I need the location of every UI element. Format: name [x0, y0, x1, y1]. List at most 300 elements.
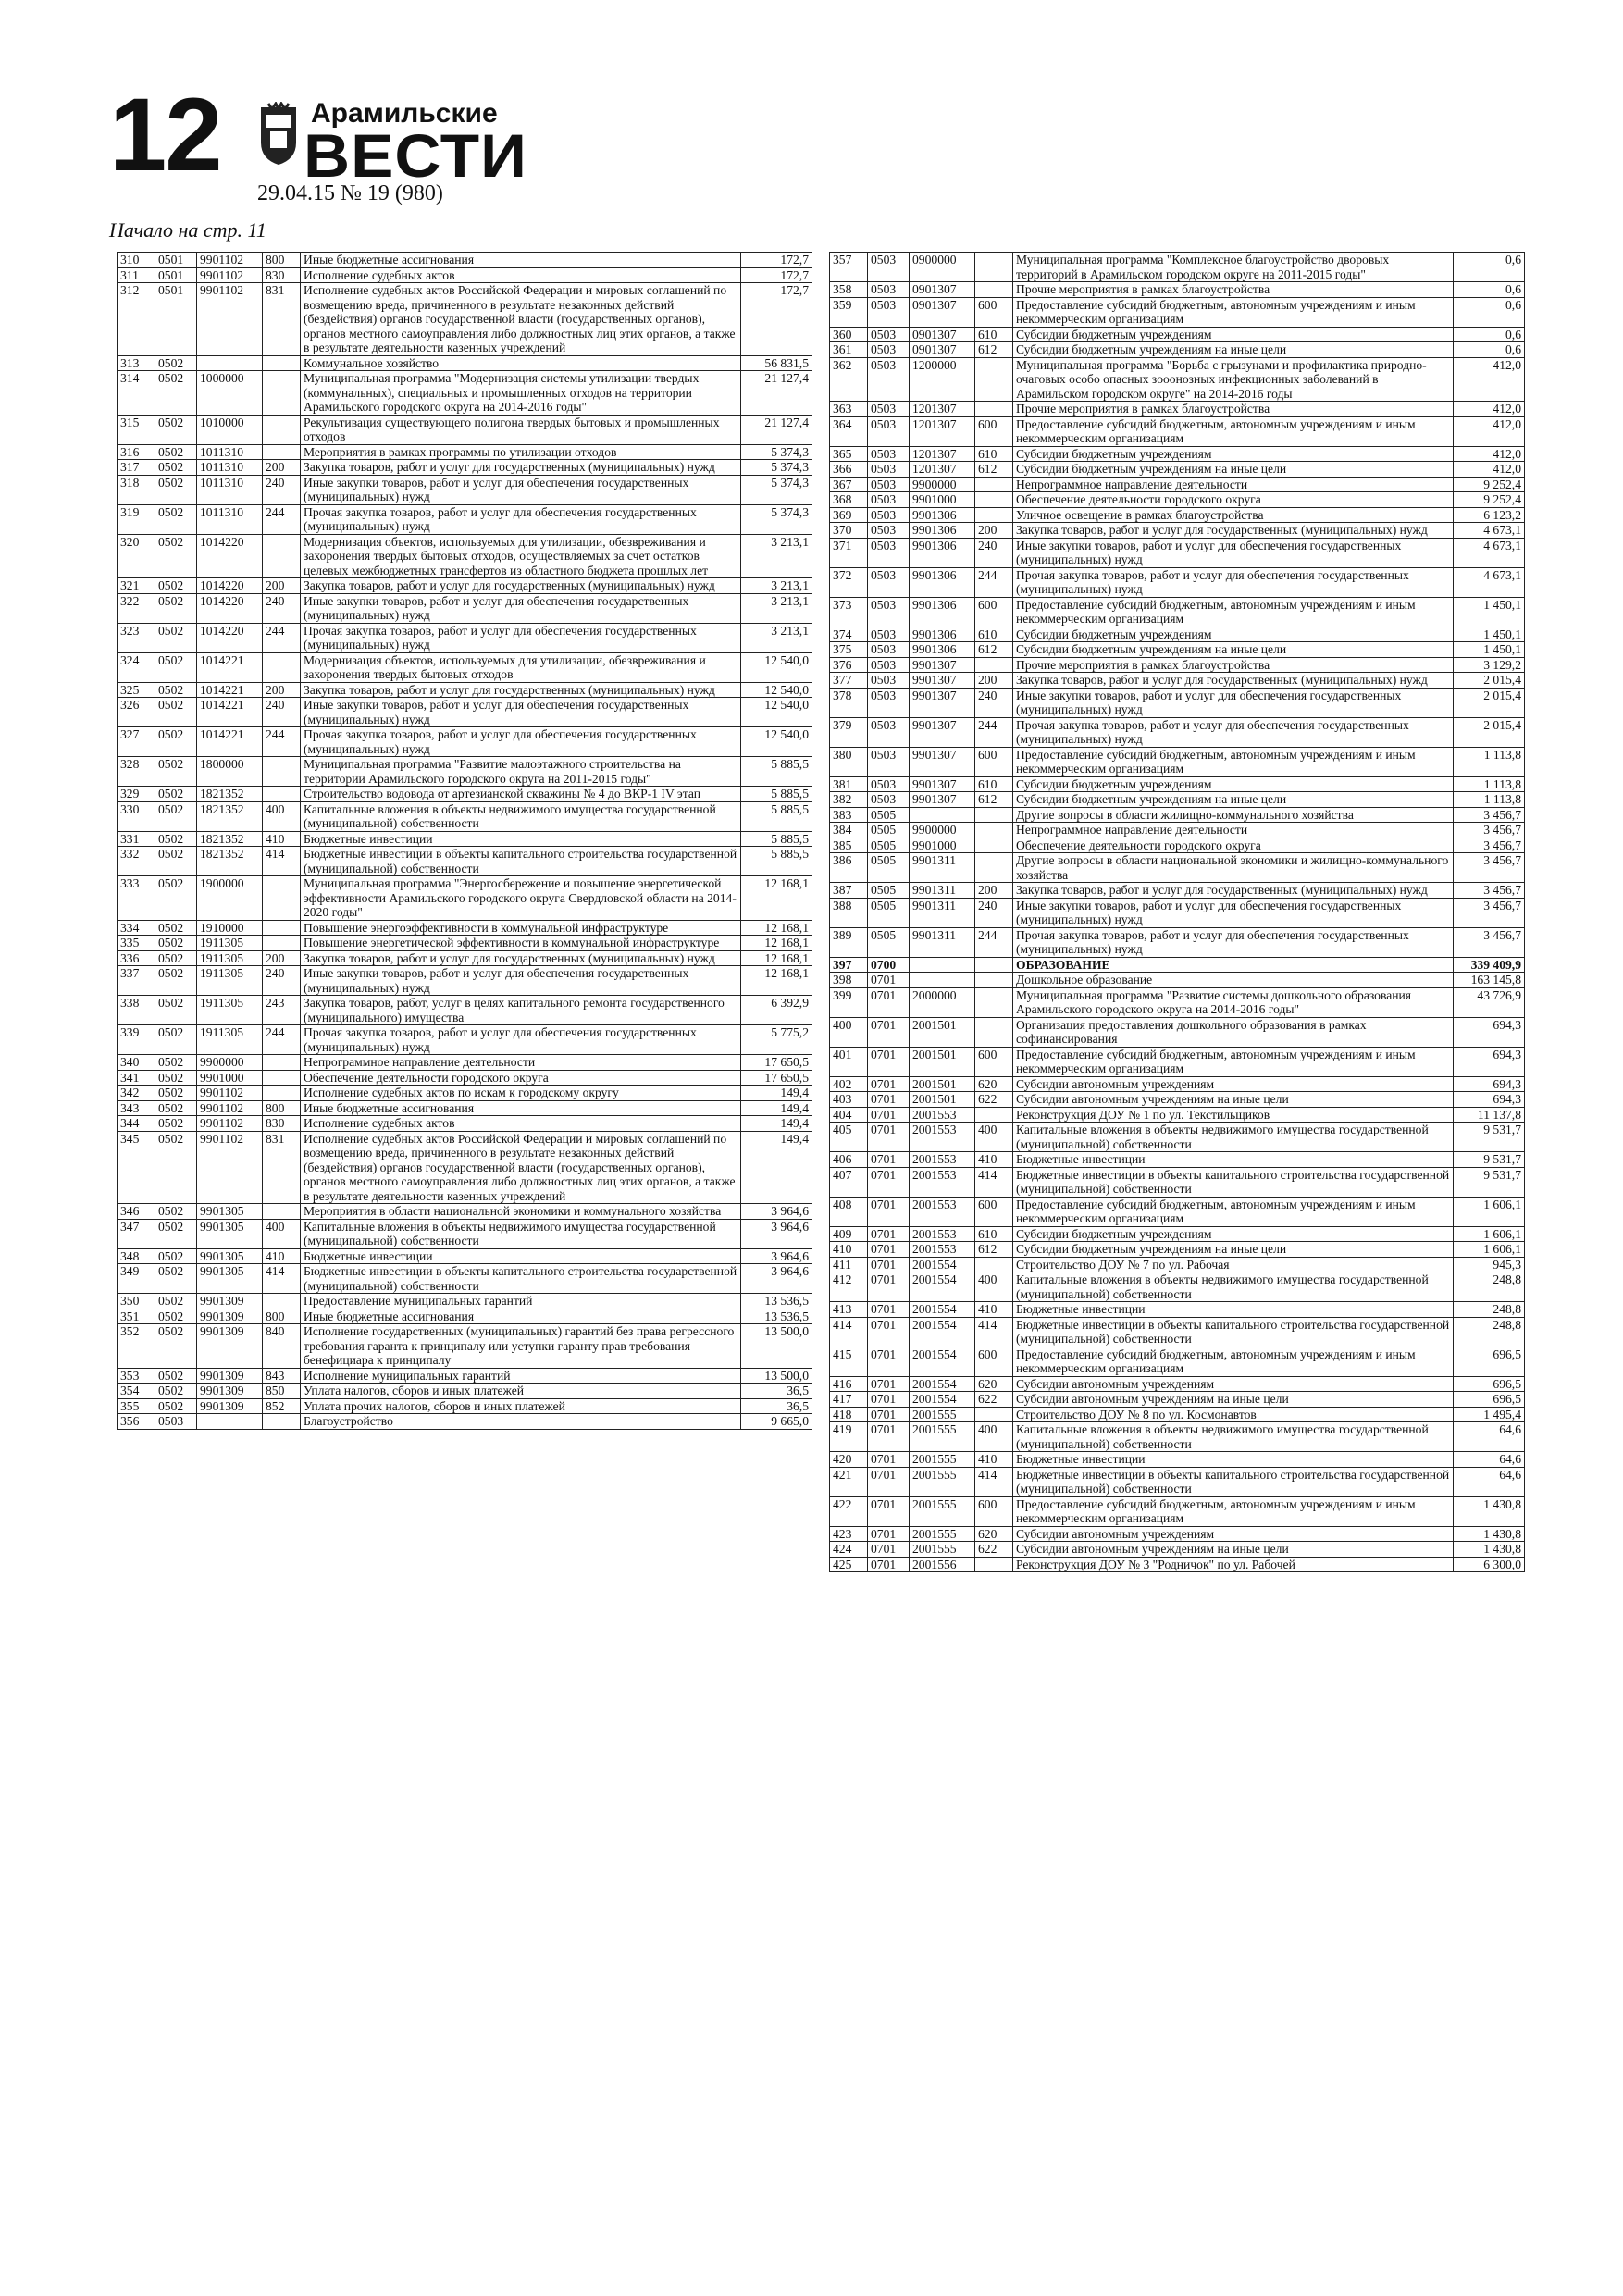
table-row [830, 1526, 1525, 1542]
section-code: 0502 [155, 504, 197, 534]
target-code: 9901000 [910, 838, 975, 853]
amount: 9 252,4 [1454, 492, 1525, 508]
target-code: 2001554 [910, 1272, 975, 1302]
table-row [118, 698, 812, 727]
row-number: 328 [118, 757, 155, 787]
expense-type-code: 240 [975, 898, 1013, 927]
row-number: 324 [118, 652, 155, 682]
amount: 1 113,8 [1454, 747, 1525, 776]
row-number: 389 [830, 927, 868, 957]
table-row [118, 593, 812, 623]
table-row [118, 652, 812, 682]
expense-type-code [263, 444, 301, 460]
item-name: Субсидии автономным учреждениям [1013, 1376, 1454, 1392]
target-code [910, 973, 975, 988]
target-code: 2001501 [910, 1017, 975, 1047]
item-name: Прочая закупка товаров, работ и услуг для обеспечения государственных (муниципальных) нужд [1013, 567, 1454, 597]
table-row [830, 838, 1525, 853]
amount: 17 650,5 [741, 1055, 812, 1071]
row-number: 400 [830, 1017, 868, 1047]
section-code: 0701 [868, 1422, 910, 1452]
target-code: 2001555 [910, 1526, 975, 1542]
item-name: Другие вопросы в области национальной экономики и жилищно-коммунального хозяйства [1013, 853, 1454, 883]
item-name: Реконструкция ДОУ № 3 "Родничок" по ул. Рабочей [1013, 1557, 1454, 1572]
amount: 0,6 [1454, 342, 1525, 358]
row-number: 385 [830, 838, 868, 853]
row-number: 343 [118, 1100, 155, 1116]
amount: 9 531,7 [1454, 1123, 1525, 1152]
target-code: 9901311 [910, 853, 975, 883]
amount: 64,6 [1454, 1422, 1525, 1452]
expense-type-code: 410 [263, 1248, 301, 1264]
amount: 11 137,8 [1454, 1107, 1525, 1123]
section-code: 0701 [868, 1197, 910, 1226]
target-code: 9901102 [197, 1116, 263, 1132]
table-row [830, 597, 1525, 627]
table-row [118, 1309, 812, 1324]
expense-type-code: 600 [975, 1347, 1013, 1376]
target-code: 9901309 [197, 1294, 263, 1309]
target-code: 9901309 [197, 1324, 263, 1369]
amount: 3 964,6 [741, 1219, 812, 1248]
item-name: Строительство водовода от артезианской скважины № 4 до ВКР-1 IV этап [301, 787, 741, 802]
expense-type-code [975, 1257, 1013, 1272]
table-row [118, 1100, 812, 1116]
expense-type-code: 612 [975, 642, 1013, 658]
page-number: 12 [109, 77, 221, 192]
section-code: 0701 [868, 1092, 910, 1108]
item-name: Непрограммное направление деятельности [301, 1055, 741, 1071]
item-name: Исполнение судебных актов [301, 1116, 741, 1132]
amount: 1 450,1 [1454, 642, 1525, 658]
expense-type-code: 200 [975, 883, 1013, 899]
section-code: 0502 [155, 371, 197, 416]
section-code: 0701 [868, 1542, 910, 1558]
budget-table-right [829, 252, 1525, 1572]
expense-type-code: 622 [975, 1092, 1013, 1108]
row-number: 377 [830, 673, 868, 689]
row-number: 373 [830, 597, 868, 627]
section-code: 0502 [155, 966, 197, 996]
expense-type-code [263, 876, 301, 921]
table-row [118, 1055, 812, 1071]
section-code: 0503 [868, 342, 910, 358]
amount: 1 113,8 [1454, 776, 1525, 792]
item-name: Модернизация объектов, используемых для утилизации, обезвреживания и захоронения твердых бытовых отходов, осуществляемых за счет остатков целевых межбюджетных трансфертов из областного бюджета прошлых лет [301, 534, 741, 578]
table-row [118, 460, 812, 476]
row-number: 331 [118, 831, 155, 847]
amount: 412,0 [1454, 402, 1525, 417]
table-row [118, 996, 812, 1025]
amount: 4 673,1 [1454, 538, 1525, 567]
item-name: Прочая закупка товаров, работ и услуг для обеспечения государственных (муниципальных) нужд [1013, 927, 1454, 957]
expense-type-code: 244 [263, 727, 301, 757]
section-code: 0503 [868, 538, 910, 567]
target-code: 2001553 [910, 1197, 975, 1226]
target-code: 1201307 [910, 402, 975, 417]
section-code: 0701 [868, 1123, 910, 1152]
target-code: 9901306 [910, 642, 975, 658]
row-number: 378 [830, 688, 868, 717]
table-row [830, 1123, 1525, 1152]
item-name: Бюджетные инвестиции [1013, 1302, 1454, 1318]
row-number: 354 [118, 1384, 155, 1399]
item-name: Повышение энергоэффективности в коммунальной инфраструктуре [301, 920, 741, 936]
row-number: 358 [830, 282, 868, 298]
target-code: 2001553 [910, 1167, 975, 1197]
expense-type-code: 612 [975, 1242, 1013, 1258]
row-number: 351 [118, 1309, 155, 1324]
row-number: 319 [118, 504, 155, 534]
table-row [118, 757, 812, 787]
table-row [830, 1226, 1525, 1242]
table-row [830, 853, 1525, 883]
section-code: 0701 [868, 1347, 910, 1376]
target-code: 2001553 [910, 1107, 975, 1123]
target-code: 1910000 [197, 920, 263, 936]
target-code: 9901000 [910, 492, 975, 508]
amount: 3 213,1 [741, 534, 812, 578]
expense-type-code [975, 1017, 1013, 1047]
table-row [830, 807, 1525, 823]
section-code: 0701 [868, 1047, 910, 1076]
amount: 694,3 [1454, 1047, 1525, 1076]
item-name: Непрограммное направление деятельности [1013, 477, 1454, 492]
expense-type-code [975, 853, 1013, 883]
row-number: 387 [830, 883, 868, 899]
item-name: Предоставление субсидий бюджетным, автономным учреждениям и иным некоммерческим организациям [1013, 1347, 1454, 1376]
item-name: Субсидии бюджетным учреждениям [1013, 776, 1454, 792]
amount: 4 673,1 [1454, 523, 1525, 539]
target-code: 9901311 [910, 927, 975, 957]
item-name: Предоставление субсидий бюджетным, автономным учреждениям и иным некоммерческим организациям [1013, 1047, 1454, 1076]
table-row [118, 787, 812, 802]
amount: 412,0 [1454, 462, 1525, 478]
item-name: Исполнение судебных актов Российской Федерации и мировых соглашений по возмещению вреда, причиненного в результате незаконных действий (бездействия) органов государственной власти (государственных органов), органов местного самоуправления либо должностных лиц этих органов, а также в результате деятельности казенных учреждений [301, 1131, 741, 1204]
target-code: 9901306 [910, 567, 975, 597]
table-row [830, 1496, 1525, 1526]
target-code: 9901309 [197, 1368, 263, 1384]
target-code: 9900000 [910, 823, 975, 838]
expense-type-code: 240 [263, 475, 301, 504]
expense-type-code [975, 477, 1013, 492]
expense-type-code: 414 [263, 1264, 301, 1294]
section-code: 0503 [868, 567, 910, 597]
row-number: 325 [118, 682, 155, 698]
item-name: Капитальные вложения в объекты недвижимого имущества государственной (муниципальной) собственности [1013, 1272, 1454, 1302]
section-code: 0502 [155, 355, 197, 371]
target-code: 1201307 [910, 462, 975, 478]
expense-type-code: 400 [975, 1422, 1013, 1452]
section-code: 0505 [868, 823, 910, 838]
table-row [830, 1272, 1525, 1302]
target-code: 9901307 [910, 657, 975, 673]
section-code: 0502 [155, 1131, 197, 1204]
amount: 36,5 [741, 1398, 812, 1414]
row-number: 415 [830, 1347, 868, 1376]
amount: 5 885,5 [741, 757, 812, 787]
table-row [830, 538, 1525, 567]
item-name: Обеспечение деятельности городского округа [1013, 492, 1454, 508]
table-row [830, 507, 1525, 523]
expense-type-code: 600 [975, 416, 1013, 446]
expense-type-code: 612 [975, 462, 1013, 478]
table-row [118, 1131, 812, 1204]
section-code: 0701 [868, 1376, 910, 1392]
section-code: 0701 [868, 1226, 910, 1242]
target-code: 1011310 [197, 444, 263, 460]
section-code: 0502 [155, 801, 197, 831]
item-name: Прочие мероприятия в рамках благоустройства [1013, 657, 1454, 673]
section-code: 0502 [155, 936, 197, 951]
expense-type-code [975, 1557, 1013, 1572]
amount: 0,6 [1454, 297, 1525, 327]
item-name: Субсидии автономным учреждениям [1013, 1526, 1454, 1542]
target-code: 9901305 [197, 1204, 263, 1220]
amount: 696,5 [1454, 1392, 1525, 1408]
amount: 9 665,0 [741, 1414, 812, 1430]
item-name: Закупка товаров, работ и услуг для государственных (муниципальных) нужд [301, 460, 741, 476]
target-code: 9901307 [910, 688, 975, 717]
target-code: 0901307 [910, 282, 975, 298]
item-name: Бюджетные инвестиции в объекты капитального строительства государственной (муниципальной) собственности [301, 1264, 741, 1294]
target-code: 2001555 [910, 1407, 975, 1422]
section-code: 0502 [155, 787, 197, 802]
expense-type-code: 610 [975, 627, 1013, 642]
target-code: 9901306 [910, 597, 975, 627]
row-number: 382 [830, 792, 868, 808]
expense-type-code: 400 [975, 1272, 1013, 1302]
amount: 13 500,0 [741, 1324, 812, 1369]
target-code: 1911305 [197, 1025, 263, 1055]
section-code: 0701 [868, 1076, 910, 1092]
expense-type-code [263, 1086, 301, 1101]
table-row [830, 1317, 1525, 1347]
amount: 945,3 [1454, 1257, 1525, 1272]
section-code: 0503 [868, 446, 910, 462]
item-name: Рекультивация существующего полигона твердых бытовых и промышленных отходов [301, 415, 741, 444]
item-name: Субсидии бюджетным учреждениям на иные цели [1013, 1242, 1454, 1258]
target-code: 1014220 [197, 623, 263, 652]
table-row [830, 1167, 1525, 1197]
budget-table [829, 252, 1525, 1572]
target-code: 9901305 [197, 1248, 263, 1264]
target-code: 2001554 [910, 1347, 975, 1376]
item-name: Реконструкция ДОУ № 1 по ул. Текстильщиков [1013, 1107, 1454, 1123]
row-number: 367 [830, 477, 868, 492]
expense-type-code: 600 [975, 747, 1013, 776]
item-name: Субсидии автономным учреждениям на иные цели [1013, 1542, 1454, 1558]
table-row [118, 876, 812, 921]
amount: 1 430,8 [1454, 1526, 1525, 1542]
table-row [830, 297, 1525, 327]
table-row [830, 357, 1525, 402]
item-name: Предоставление субсидий бюджетным, автономным учреждениям и иным некоммерческим организациям [1013, 416, 1454, 446]
item-name: Благоустройство [301, 1414, 741, 1430]
table-row [830, 1017, 1525, 1047]
item-name: Бюджетные инвестиции [301, 831, 741, 847]
section-code: 0502 [155, 831, 197, 847]
amount: 5 885,5 [741, 847, 812, 876]
table-row [118, 1294, 812, 1309]
table-row [830, 1557, 1525, 1572]
expense-type-code [975, 492, 1013, 508]
table-row [118, 1384, 812, 1399]
table-row [118, 1116, 812, 1132]
target-code: 1014221 [197, 682, 263, 698]
item-name: Субсидии автономным учреждениям на иные цели [1013, 1092, 1454, 1108]
target-code: 2001555 [910, 1467, 975, 1496]
section-code: 0502 [155, 847, 197, 876]
section-code: 0502 [155, 1248, 197, 1264]
row-number: 340 [118, 1055, 155, 1071]
target-code: 1014221 [197, 698, 263, 727]
target-code: 9900000 [910, 477, 975, 492]
expense-type-code [263, 1294, 301, 1309]
row-number: 359 [830, 297, 868, 327]
target-code: 1911305 [197, 966, 263, 996]
target-code: 9900000 [197, 1055, 263, 1071]
table-row [830, 1076, 1525, 1092]
amount: 13 500,0 [741, 1368, 812, 1384]
row-number: 366 [830, 462, 868, 478]
section-code: 0502 [155, 444, 197, 460]
expense-type-code: 243 [263, 996, 301, 1025]
row-number: 357 [830, 253, 868, 282]
item-name: Капитальные вложения в объекты недвижимого имущества государственной (муниципальной) собственности [301, 801, 741, 831]
expense-type-code [263, 355, 301, 371]
expense-type-code [263, 534, 301, 578]
item-name: Капитальные вложения в объекты недвижимого имущества государственной (муниципальной) собственности [1013, 1422, 1454, 1452]
section-code: 0502 [155, 757, 197, 787]
row-number: 388 [830, 898, 868, 927]
expense-type-code [975, 957, 1013, 973]
target-code: 2001554 [910, 1317, 975, 1347]
item-name: Исполнение судебных актов по искам к городскому округу [301, 1086, 741, 1101]
expense-type-code [975, 657, 1013, 673]
expense-type-code: 620 [975, 1376, 1013, 1392]
amount: 1 450,1 [1454, 597, 1525, 627]
amount: 3 964,6 [741, 1264, 812, 1294]
section-code: 0502 [155, 1116, 197, 1132]
table-row [118, 1248, 812, 1264]
target-code: 1821352 [197, 847, 263, 876]
section-code: 0701 [868, 1302, 910, 1318]
expense-type-code: 831 [263, 1131, 301, 1204]
expense-type-code: 600 [975, 1197, 1013, 1226]
amount: 149,4 [741, 1116, 812, 1132]
expense-type-code: 240 [263, 698, 301, 727]
row-number: 317 [118, 460, 155, 476]
table-row [118, 267, 812, 283]
expense-type-code: 800 [263, 1309, 301, 1324]
masthead [109, 77, 942, 220]
target-code: 9901306 [910, 523, 975, 539]
expense-type-code: 400 [263, 801, 301, 831]
section-code: 0501 [155, 267, 197, 283]
section-code: 0502 [155, 1398, 197, 1414]
table-row [118, 1204, 812, 1220]
target-code: 1011310 [197, 460, 263, 476]
section-code: 0502 [155, 996, 197, 1025]
amount: 172,7 [741, 283, 812, 356]
target-code: 9901000 [197, 1070, 263, 1086]
expense-type-code [975, 282, 1013, 298]
amount: 17 650,5 [741, 1070, 812, 1086]
item-name: Закупка товаров, работ и услуг для государственных (муниципальных) нужд [1013, 673, 1454, 689]
row-number: 327 [118, 727, 155, 757]
section-code: 0501 [155, 283, 197, 356]
item-name: Иные закупки товаров, работ и услуг для обеспечения государственных (муниципальных) нужд [1013, 688, 1454, 717]
amount: 36,5 [741, 1384, 812, 1399]
expense-type-code [263, 415, 301, 444]
item-name: Закупка товаров, работ и услуг для государственных (муниципальных) нужд [1013, 883, 1454, 899]
amount: 5 885,5 [741, 831, 812, 847]
budget-table [117, 252, 812, 1430]
table-row [118, 534, 812, 578]
row-number: 311 [118, 267, 155, 283]
row-number: 349 [118, 1264, 155, 1294]
item-name: Бюджетные инвестиции в объекты капитального строительства государственной (муниципальной) собственности [301, 847, 741, 876]
row-number: 320 [118, 534, 155, 578]
target-code: 9901307 [910, 747, 975, 776]
section-code: 0502 [155, 1219, 197, 1248]
target-code: 9901307 [910, 717, 975, 747]
item-name: Прочая закупка товаров, работ и услуг для обеспечения государственных (муниципальных) нужд [301, 504, 741, 534]
amount: 43 726,9 [1454, 987, 1525, 1017]
section-code: 0503 [868, 462, 910, 478]
target-code [910, 957, 975, 973]
amount: 6 300,0 [1454, 1557, 1525, 1572]
item-name: Субсидии бюджетным учреждениям [1013, 327, 1454, 342]
table-row [830, 688, 1525, 717]
row-number: 419 [830, 1422, 868, 1452]
target-code: 1200000 [910, 357, 975, 402]
amount: 2 015,4 [1454, 717, 1525, 747]
section-code: 0503 [868, 776, 910, 792]
expense-type-code: 620 [975, 1076, 1013, 1092]
section-code: 0502 [155, 623, 197, 652]
expense-type-code: 612 [975, 342, 1013, 358]
table-row [830, 1257, 1525, 1272]
target-code: 1014220 [197, 578, 263, 594]
section-code: 0502 [155, 1025, 197, 1055]
row-number: 364 [830, 416, 868, 446]
section-code: 0502 [155, 727, 197, 757]
expense-type-code: 400 [263, 1219, 301, 1248]
expense-type-code [263, 1070, 301, 1086]
amount: 0,6 [1454, 327, 1525, 342]
expense-type-code [263, 1055, 301, 1071]
item-name: Закупка товаров, работ и услуг для государственных (муниципальных) нужд [301, 578, 741, 594]
section-code: 0502 [155, 578, 197, 594]
expense-type-code: 610 [975, 327, 1013, 342]
row-number: 405 [830, 1123, 868, 1152]
amount: 172,7 [741, 267, 812, 283]
item-name: Иные закупки товаров, работ и услуг для обеспечения государственных (муниципальных) нужд [1013, 898, 1454, 927]
expense-type-code: 612 [975, 792, 1013, 808]
amount: 1 430,8 [1454, 1496, 1525, 1526]
item-name: Прочая закупка товаров, работ и услуг для обеспечения государственных (муниципальных) нужд [301, 727, 741, 757]
target-code: 1911305 [197, 996, 263, 1025]
item-name: ОБРАЗОВАНИЕ [1013, 957, 1454, 973]
table-row [830, 1467, 1525, 1496]
row-number: 372 [830, 567, 868, 597]
item-name: Субсидии бюджетным учреждениям [1013, 1226, 1454, 1242]
target-code: 2001555 [910, 1452, 975, 1468]
target-code: 2001554 [910, 1392, 975, 1408]
amount: 3 456,7 [1454, 927, 1525, 957]
